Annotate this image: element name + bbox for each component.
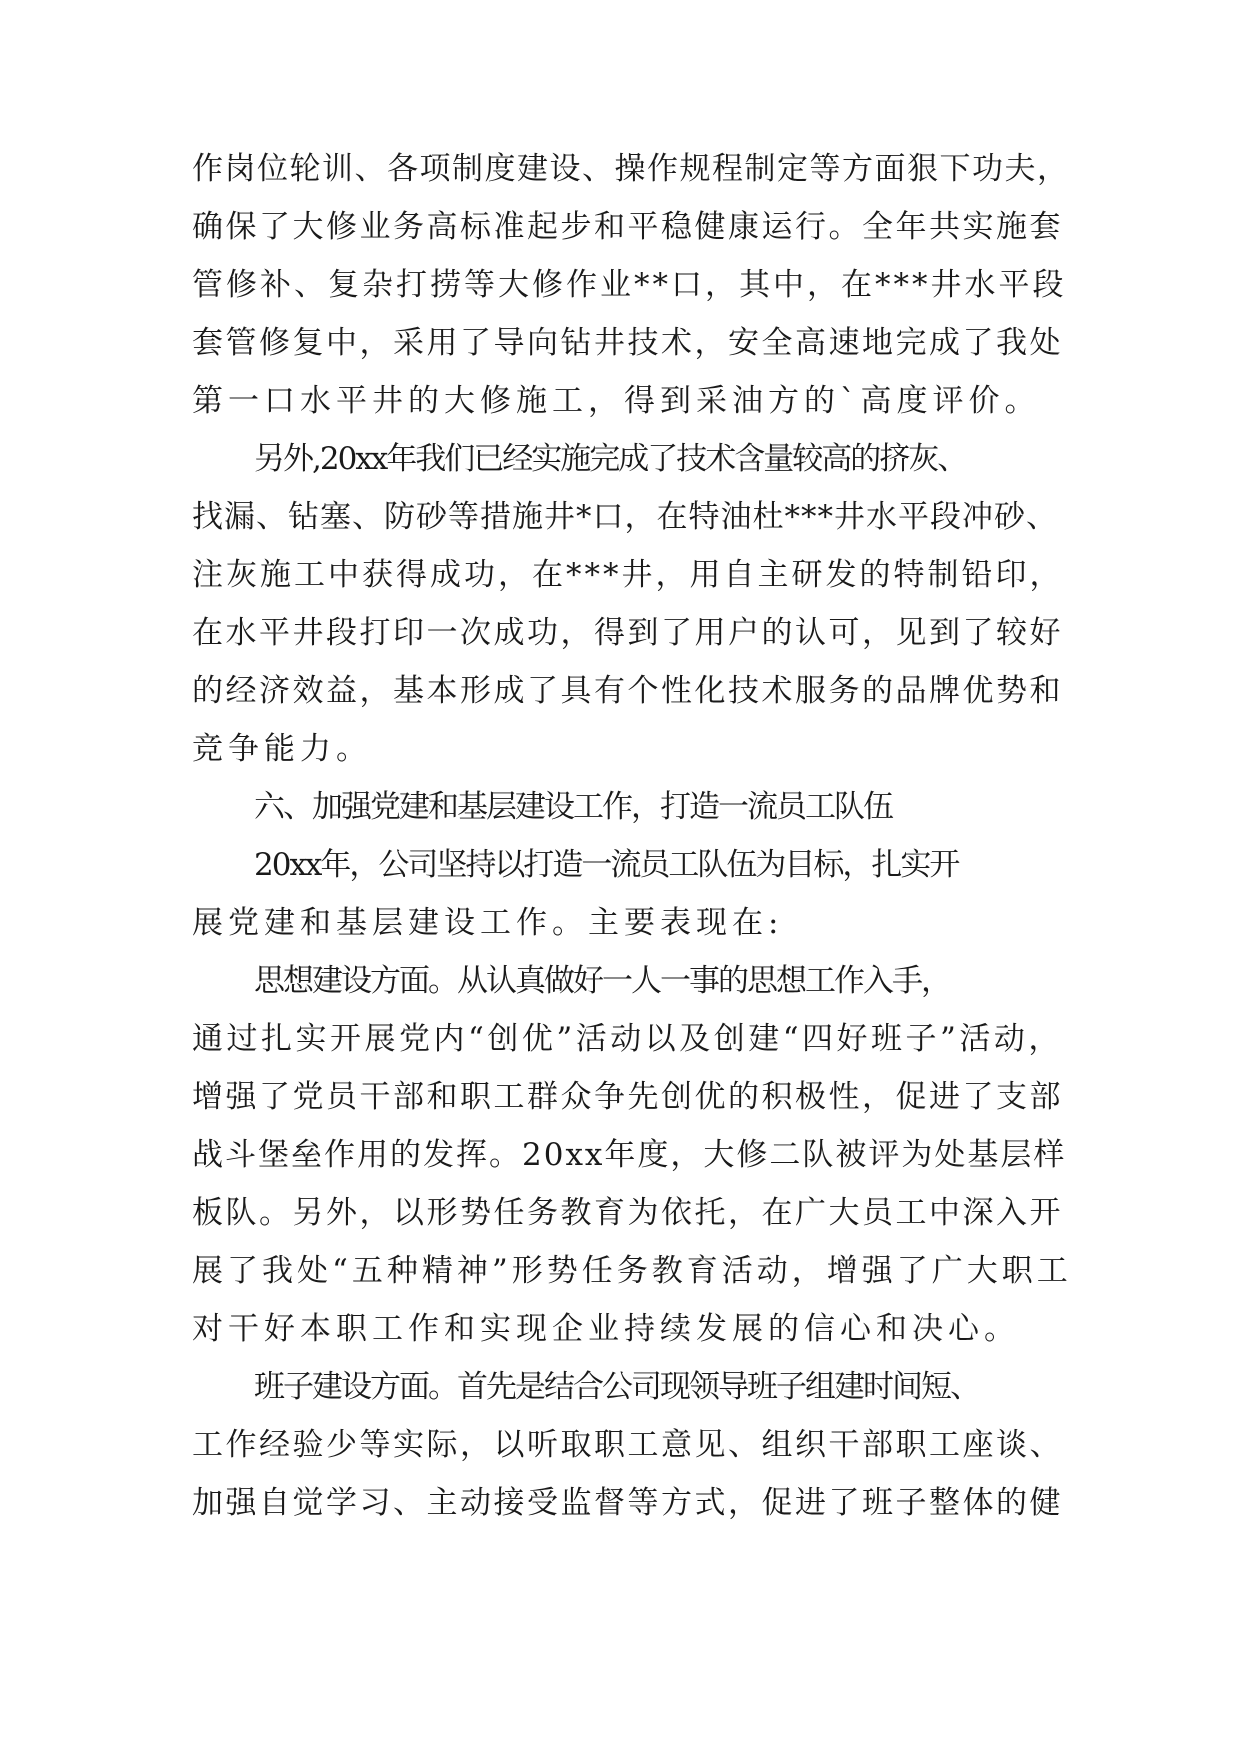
paragraph-first-line: 思想建设方面。从认真做好一人一事的思想工作入手，	[254, 963, 950, 999]
text-line: 增强了党员干部和职工群众争先创优的积极性，促进了支部	[192, 1079, 1063, 1115]
text-line: 确保了大修业务高标准起步和平稳健康运行。全年共实施套	[192, 209, 1063, 245]
text-line: 工作经验少等实际，以听取职工意见、组织干部职工座谈、	[192, 1427, 1063, 1463]
text-line: 展了我处“五种精神”形势任务教育活动，增强了广大职工	[192, 1253, 1072, 1289]
text-line: 作岗位轮训、各项制度建设、操作规程制定等方面狠下功夫，	[192, 151, 1070, 187]
text-line: 管修补、复杂打捞等大修作业**口，其中，在***井水平段	[192, 267, 1067, 303]
section-heading: 六、加强党建和基层建设工作，打造一流员工队伍	[254, 789, 892, 825]
text-line: 竞争能力。	[192, 731, 372, 767]
text-line: 找漏、钻塞、防砂等措施井*口，在特油杜***井水平段冲砂、	[192, 499, 1058, 535]
text-line: 的经济效益，基本形成了具有个性化技术服务的品牌优势和	[192, 673, 1063, 709]
paragraph-first-line: 20xx年，公司坚持以打造一流员工队伍为目标，扎实开	[254, 847, 959, 883]
text-line: 战斗堡垒作用的发挥。20xx年度，大修二队被评为处基层样	[192, 1137, 1067, 1173]
paragraph-first-line: 班子建设方面。首先是结合公司现领导班子组建时间短、	[254, 1369, 979, 1405]
text-line: 注灰施工中获得成功，在***井，用自主研发的特制铅印，	[192, 557, 1064, 593]
paragraph-first-line: 另外,20xx年我们已经实施完成了技术含量较高的挤灰、	[254, 441, 967, 477]
text-line: 第一口水平井的大修施工，得到采油方的`高度评价。	[192, 383, 1041, 419]
text-line: 对干好本职工作和实现企业持续发展的信心和决心。	[192, 1311, 1020, 1347]
text-line: 板队。另外，以形势任务教育为依托，在广大员工中深入开	[192, 1195, 1063, 1231]
text-line: 加强自觉学习、主动接受监督等方式，促进了班子整体的健	[192, 1485, 1063, 1521]
text-line: 在水平井段打印一次成功，得到了用户的认可，见到了较好	[192, 615, 1063, 651]
text-line: 套管修复中，采用了导向钻井技术，安全高速地完成了我处	[192, 325, 1063, 361]
text-line: 展党建和基层建设工作。主要表现在:	[192, 905, 784, 941]
text-line: 通过扎实开展党内“创优”活动以及创建“四好班子”活动，	[192, 1021, 1063, 1057]
